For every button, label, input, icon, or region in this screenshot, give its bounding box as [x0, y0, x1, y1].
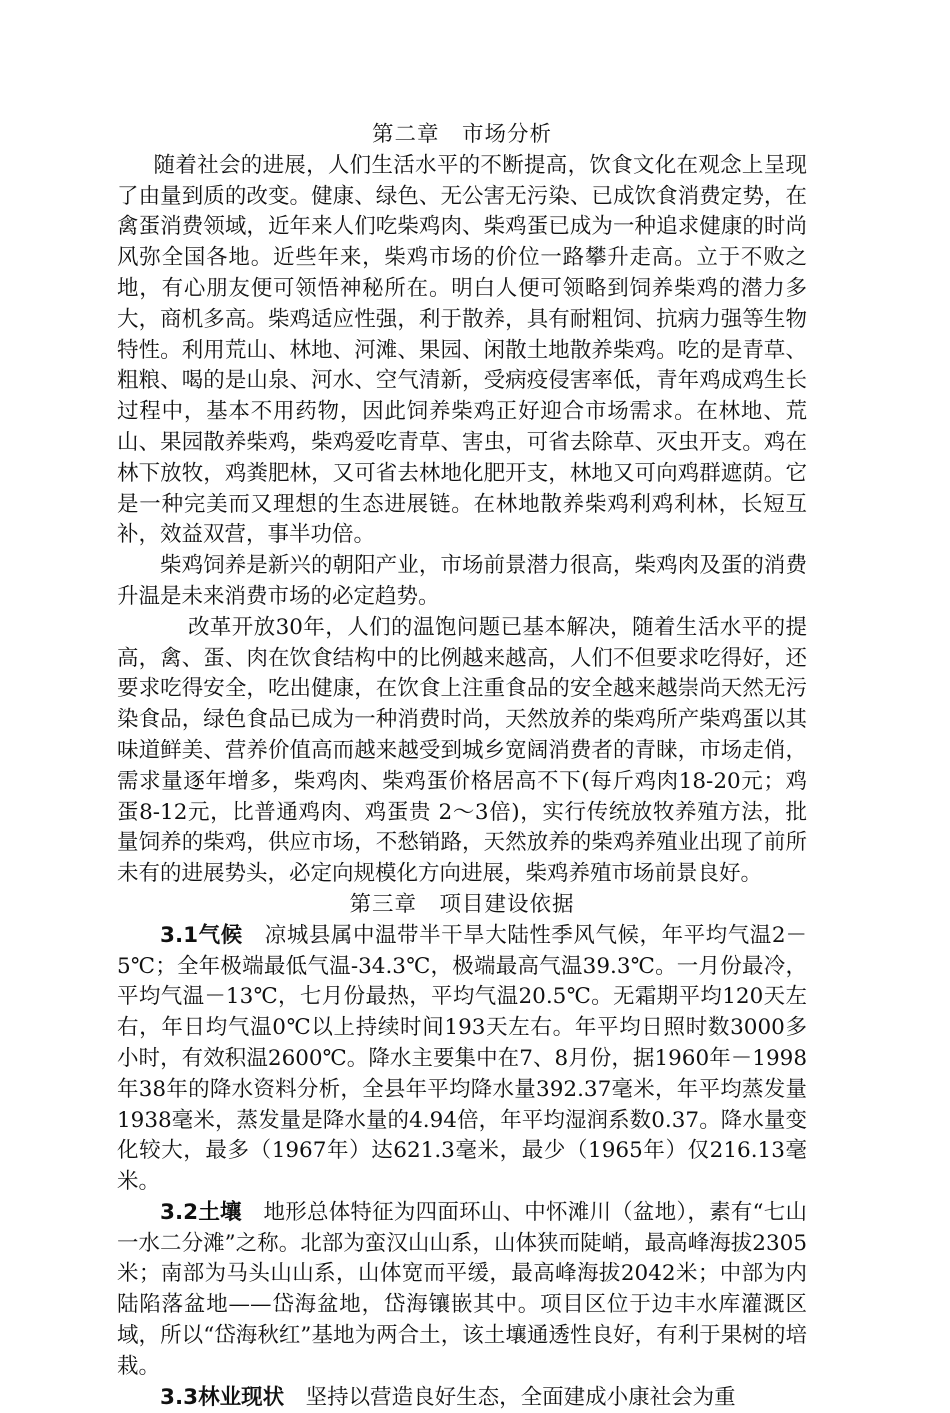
section-soil-body: 地形总体特征为四面环山、中怀滩川（盆地），素有“七山一水二分滩”之称。北部为蛮汉山山系，山体狭而陡峭，最高峰海拔2305米；南部为马头山山系，山体宽而平缓，最高峰海拔2042米；中部为内陆陷落盆地——岱海盆地，岱海镶嵌其中。项目区位于边丰水库灌溉区域，所以“岱海秋红”基地为两合土，该土壤通透性良好，有利于果树的培栽。 — [117, 1199, 807, 1379]
paragraph-market-trend: 随着社会的进展，人们生活水平的不断提高，饮食文化在观念上呈现了由量到质的改变。健康、绿色、无公害无污染、已成饮食消费定势，在禽蛋消费领域，近年来人们吃柴鸡肉、柴鸡蛋已成为一种追求健康的时尚风弥全国各地。近些年来，柴鸡市场的价位一路攀升走高。立于不败之地，有心朋友便可领悟神秘所在。明白人便可领略到饲养柴鸡的潜力多大，商机多高。柴鸡适应性强，利于散养，具有耐粗饲、抗病力强等生物特性。利用荒山、林地、河滩、果园、闲散土地散养柴鸡。吃的是青草、粗粮、喝的是山泉、河水、空气清新，受病疫侵害率低，青年鸡成鸡生长过程中，基本不用药物，因此饲养柴鸡正好迎合市场需求。在林地、荒山、果园散养柴鸡，柴鸡爱吃青草、害虫，可省去除草、灭虫开支。鸡在林下放牧，鸡粪肥林，又可省去林地化肥开支，林地又可向鸡群遮荫。它是一种完美而又理想的生态进展链。在林地散养柴鸡利鸡利林，长短互补，效益双营，事半功倍。 — [117, 152, 807, 548]
section-forestry-body: 坚持以营造良好生态，全面建成小康社会为重 — [284, 1384, 736, 1410]
section-soil-heading: 3.2土壤 — [160, 1199, 242, 1225]
chapter-3-title: 第三章 项目建设依据 — [349, 891, 575, 917]
section-climate-body: 凉城县属中温带半干旱大陆性季风气候，年平均气温2－5℃；全年极端最低气温-34.3℃，极端最高气温39.3℃。一月份最冷，平均气温－13℃，七月份最热，平均气温20.5℃。无霜期平均120天左右，年日均气温0℃以上持续时间193天左右。年平均日照时数3000多小时，有效积温2600℃。降水主要集中在7、8月份，据1960年－1998年38年的降水资料分析，全县年平均降水量392.37毫米，年平均蒸发量1938毫米，蒸发量是降水量的4.94倍，年平均湿润系数0.37。降水量变化较大，最多（1967年）达621.3毫米，最少（1965年）仅216.13毫米。 — [117, 922, 807, 1195]
section-forestry-heading: 3.3林业现状 — [160, 1384, 285, 1410]
section-forestry — [117, 1383, 807, 1413]
section-climate-heading: 3.1气候 — [160, 922, 243, 948]
chapter-2-title: 第二章 市场分析 — [371, 122, 552, 147]
document-page — [117, 120, 807, 1413]
section-soil — [117, 1198, 807, 1383]
paragraph-market-demand: 改革开放30年，人们的温饱问题已基本解决，随着生活水平的提高，禽、蛋、肉在饮食结构中的比例越来越高，人们不但要求吃得好，还要求吃得安全，吃出健康，在饮食上注重食品的安全越来越崇尚天然无污染食品，绿色食品已成为一种消费时尚，天然放养的柴鸡所产柴鸡蛋以其味道鲜美、营养价值高而越来越受到城乡宽阔消费者的青睐，市场走俏，需求量逐年增多，柴鸡肉、柴鸡蛋价格居高不下(每斤鸡肉18-20元；鸡蛋8-12元，比普通鸡肉、鸡蛋贵 2～3倍)，实行传统放牧养殖方法，批量饲养的柴鸡，供应市场，不愁销路，天然放养的柴鸡养殖业出现了前所未有的进展势头，必定向规模化方向进展，柴鸡养殖市场前景良好。 — [117, 614, 807, 887]
paragraph-industry-outlook: 柴鸡饲养是新兴的朝阳产业，市场前景潜力很高，柴鸡肉及蛋的消费升温是未来消费市场的必定趋势。 — [117, 553, 807, 609]
section-climate — [117, 921, 807, 1198]
